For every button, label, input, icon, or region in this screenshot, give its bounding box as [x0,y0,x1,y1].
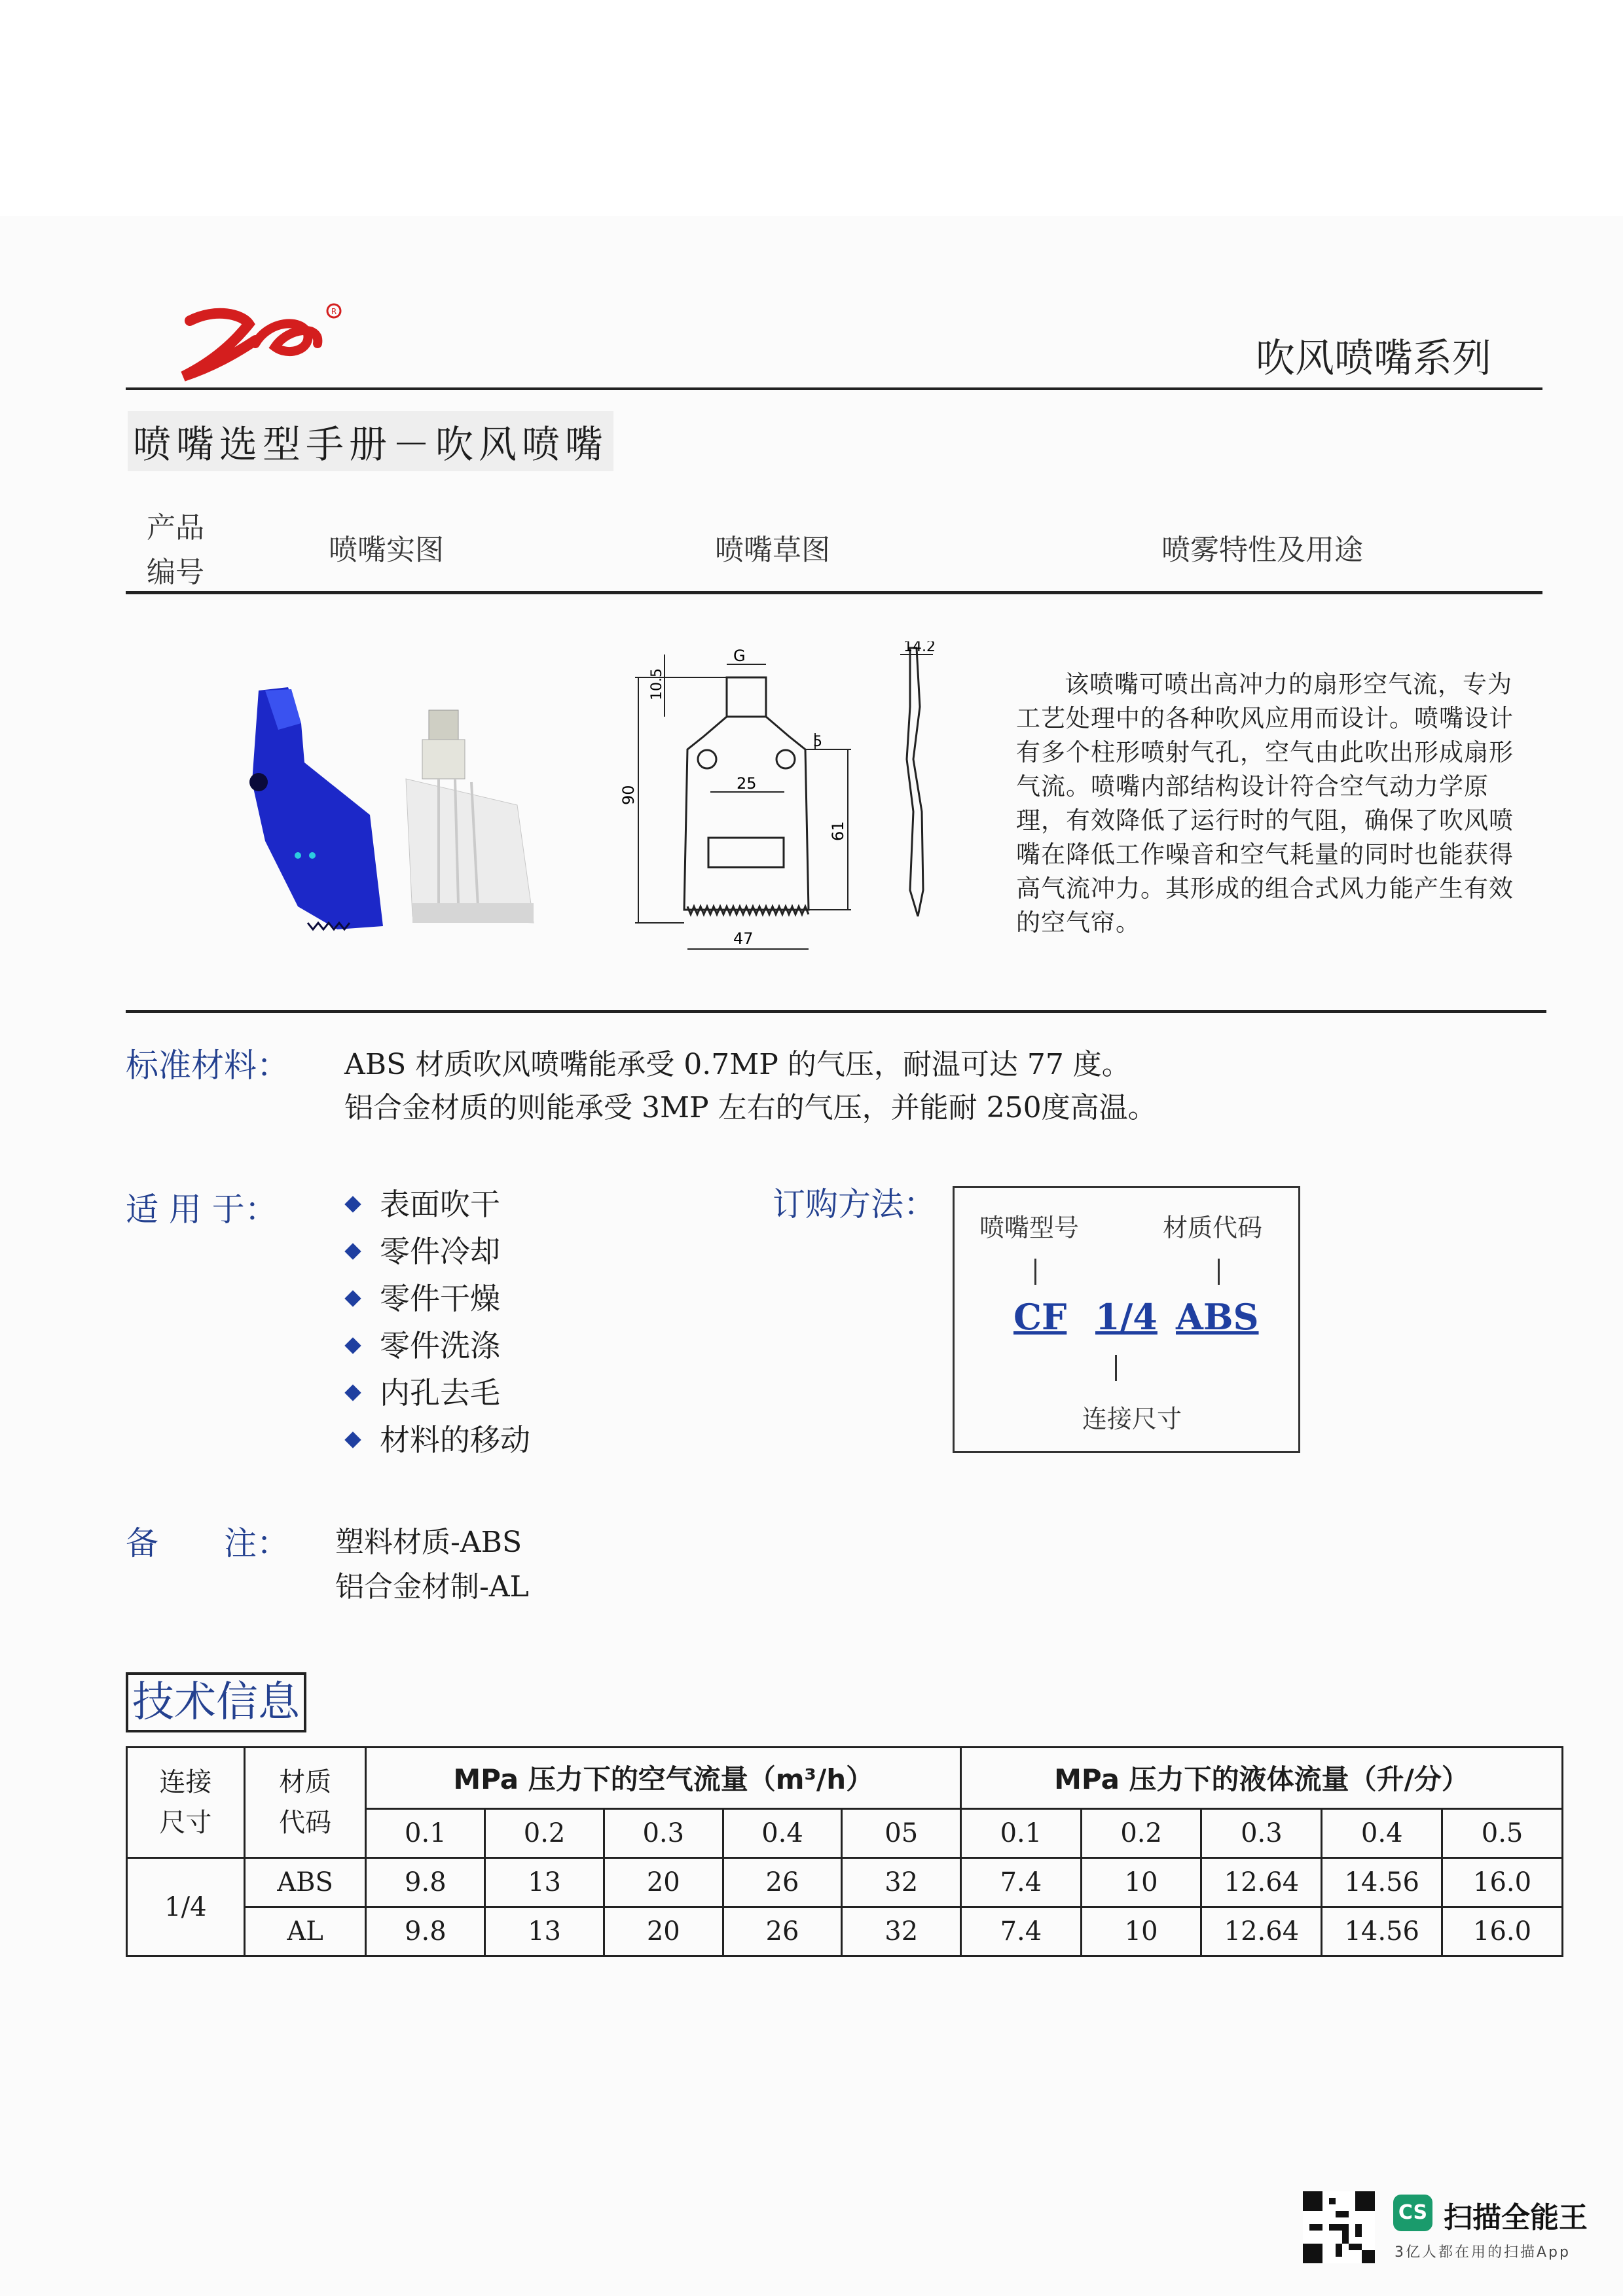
header-air-flow: MPa 压力下的空气流量（m³/h） [366,1748,961,1809]
liquid-pressure: 0.5 [1442,1808,1563,1857]
body-rule [126,1010,1546,1013]
section-title: 喷嘴选型手册－吹风喷嘴 [128,411,613,471]
liquid-value: 16.0 [1442,1858,1563,1907]
air-pressure: 0.1 [366,1808,485,1857]
air-value: 20 [604,1907,723,1956]
dim-10-5: 10.5 [649,668,665,700]
air-value: 9.8 [366,1907,485,1956]
svg-text:R: R [331,307,337,316]
air-pressure: 0.3 [604,1808,723,1857]
dim-g: G [733,647,746,665]
dim-5: 5 [813,734,822,750]
liquid-value: 16.0 [1442,1907,1563,1956]
applicable-item: 零件冷却 [347,1228,530,1275]
series-title: 吹风喷嘴系列 [1256,336,1491,382]
liquid-value: 10 [1081,1907,1201,1956]
order-material-label: 材质代码 [1163,1213,1263,1242]
nozzle-photo-blue [239,684,396,933]
header-connection: 连接 尺寸 [127,1748,245,1858]
camscanner-slogan: 3亿人都在用的扫描App [1395,2244,1571,2261]
air-pressure: 05 [842,1808,961,1857]
air-value: 13 [485,1907,604,1956]
applicable-item: 表面吹干 [347,1181,530,1228]
order-connector [1034,1259,1036,1285]
air-value: 32 [842,1907,961,1956]
applicable-item: 零件干燥 [347,1275,530,1322]
air-value: 20 [604,1858,723,1907]
order-connector [1115,1355,1117,1381]
order-code-material: ABS [1176,1296,1259,1338]
diamond-bullet-icon [344,1337,361,1354]
air-pressure: 0.4 [723,1808,842,1857]
material-label: 标准材料： [126,1047,289,1085]
order-code-size: 1/4 [1095,1296,1158,1338]
table-row [127,1858,1563,1907]
header-liquid-flow: MPa 压力下的液体流量（升/分） [961,1748,1563,1809]
liquid-pressure: 0.3 [1201,1808,1322,1857]
header-rule [126,387,1542,390]
camscanner-name: 扫描全能王 [1444,2201,1588,2234]
applicable-item: 材料的移动 [347,1416,530,1463]
material-cell: ABS [244,1858,366,1907]
diamond-bullet-icon [344,1290,361,1306]
size-cell: 1/4 [127,1858,245,1956]
diamond-bullet-icon [344,1196,361,1212]
air-pressure: 0.2 [485,1808,604,1857]
order-code-box [953,1186,1300,1453]
material-cell: AL [244,1907,366,1956]
notes-line-1: 塑料材质-ABS [335,1526,522,1559]
applicable-item: 内孔去毛 [347,1369,530,1416]
camscanner-badge-icon: CS [1393,2195,1432,2231]
air-value: 9.8 [366,1858,485,1907]
order-size-label: 连接尺寸 [1082,1405,1182,1433]
liquid-pressure: 0.4 [1322,1808,1442,1857]
liquid-value: 7.4 [961,1858,1082,1907]
liquid-value: 14.56 [1322,1907,1442,1956]
column-photo: 喷嘴实图 [329,533,444,567]
column-rule [126,591,1542,594]
diamond-bullet-icon [344,1243,361,1259]
air-value: 32 [842,1858,961,1907]
liquid-pressure: 0.2 [1081,1808,1201,1857]
dim-14-2: 14.2 [903,641,936,655]
header-material: 材质 代码 [244,1748,366,1858]
liquid-value: 12.64 [1201,1858,1322,1907]
brand-logo [177,295,354,386]
order-connector [1218,1259,1220,1285]
notes-line-2: 铝合金材制-AL [335,1570,529,1604]
column-product-no-1: 产品 [147,511,204,545]
tech-table [126,1746,1563,1957]
material-line-2: 铝合金材质的则能承受 3MP 左右的气压，并能耐 250度高温。 [344,1091,1157,1124]
table-row [127,1748,1563,1809]
applicable-label: 适 用 于： [126,1191,278,1229]
order-label: 订购方法： [773,1185,936,1223]
air-value: 13 [485,1858,604,1907]
dim-47: 47 [733,929,754,948]
order-model-label: 喷嘴型号 [979,1213,1080,1242]
column-features: 喷雾特性及用途 [1161,533,1363,567]
feature-description: 该喷嘴可喷出高冲力的扇形空气流，专为工艺处理中的各种吹风应用而设计。喷嘴设计有多个柱形喷射气孔，空气由此吹出形成扇形气流。喷嘴内部结构设计符合空气动力学原理，有效降低了运行时的气阻，确保了吹风喷嘴在降低工作噪音和空气耗量的同时也能获得高气流冲力。其形成的组合式风力能产生有效的空气帘。 [1016,670,1514,937]
air-value: 26 [723,1907,842,1956]
nozzle-photo-aluminum [393,707,537,936]
material-line-1: ABS 材质吹风喷嘴能承受 0.7MP 的气压，耐温可达 77 度。 [344,1048,1131,1081]
column-sketch: 喷嘴草图 [715,533,830,567]
column-product-no-2: 编号 [147,556,204,589]
tech-info-title: 技术信息 [126,1672,306,1732]
air-value: 26 [723,1858,842,1907]
nozzle-sketch [615,641,1034,956]
liquid-value: 12.64 [1201,1907,1322,1956]
order-code-model: CF [1013,1296,1067,1338]
liquid-pressure: 0.1 [961,1808,1082,1857]
dim-90: 90 [619,785,638,805]
liquid-value: 7.4 [961,1907,1082,1956]
dim-61: 61 [829,821,847,841]
liquid-value: 10 [1081,1858,1201,1907]
applicable-item: 零件洗涤 [347,1322,530,1369]
diamond-bullet-icon [344,1431,361,1448]
applicable-list [347,1181,530,1463]
table-row [127,1907,1563,1956]
diamond-bullet-icon [344,1384,361,1401]
liquid-value: 14.56 [1322,1858,1442,1907]
qr-code-icon [1303,2191,1375,2263]
dim-25: 25 [737,774,757,793]
notes-label: 备 注： [126,1524,289,1562]
